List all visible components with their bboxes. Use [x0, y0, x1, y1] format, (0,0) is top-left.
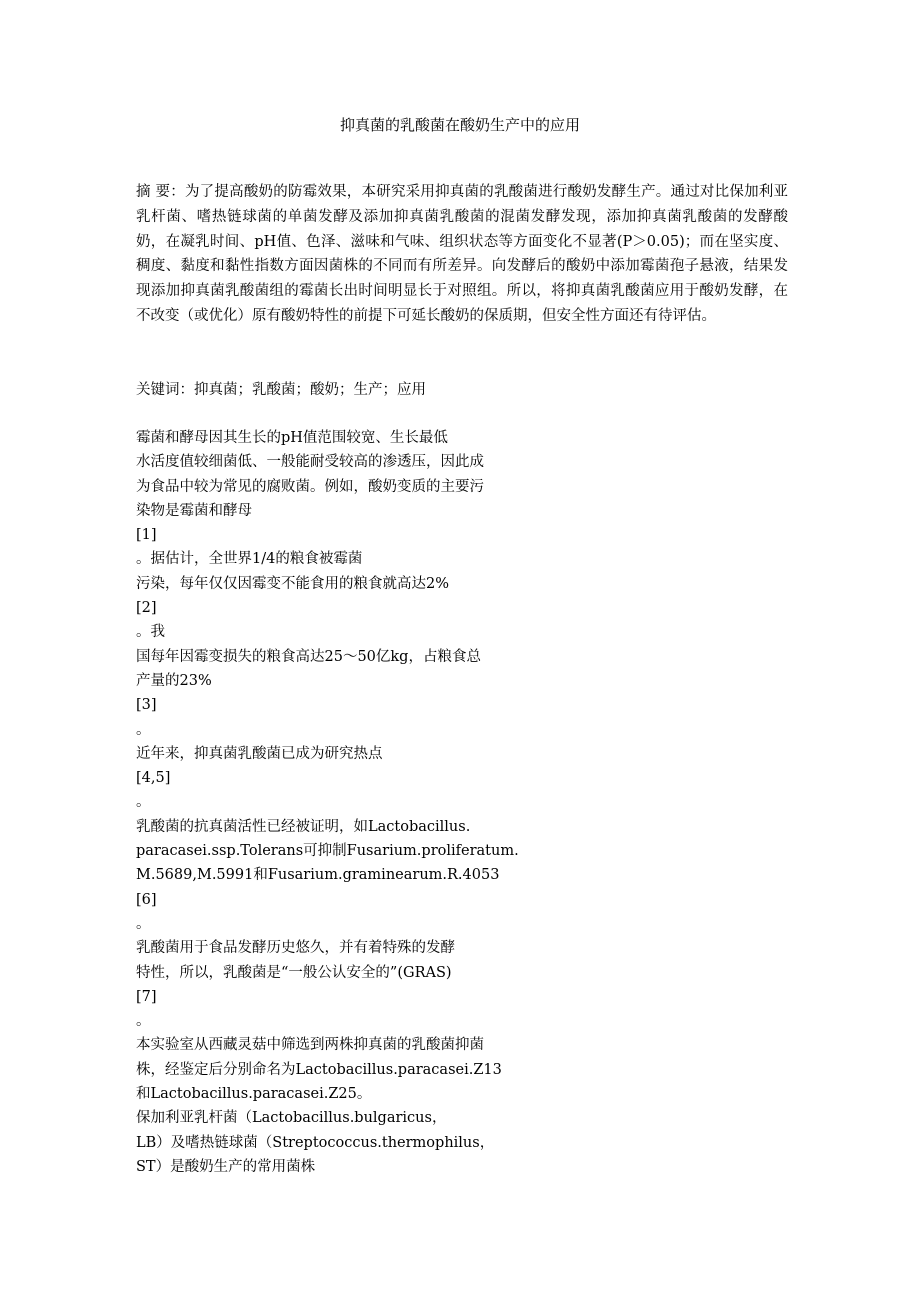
body-text	[136, 426, 696, 1179]
body-line: 本实验室从西藏灵菇中筛选到两株抑真菌的乳酸菌抑菌	[136, 1037, 484, 1054]
citation-line: [3]	[136, 697, 157, 714]
body-line: 污染，每年仅仅因霉变不能食用的粮食就高达2%	[136, 575, 450, 592]
body-line: 。	[136, 794, 151, 811]
body-line: 和Lactobacillus.paracasei.Z25。	[136, 1086, 372, 1103]
body-line: 株，经鉴定后分别命名为Lactobacillus.paracasei.Z13	[136, 1061, 502, 1078]
body-line: 为食品中较为常见的腐败菌。例如，酸奶变质的主要污	[136, 478, 484, 495]
keywords-line: 关键词：抑真菌；乳酸菌；酸奶；生产；应用	[136, 382, 426, 398]
body-line: 。	[136, 915, 151, 932]
body-line: 霉菌和酵母因其生长的pH值范围较宽、生长最低	[136, 430, 448, 446]
abstract-paragraph	[136, 180, 788, 329]
body-line: 染物是霉菌和酵母	[136, 502, 252, 519]
abstract-text: 摘 要：为了提高酸奶的防霉效果，本研究采用抑真菌的乳酸菌进行酸奶发酵生产。通过对比保加利亚乳杆菌、嗜热链球菌的单菌发酵及添加抑真菌乳酸菌的混菌发酵发现，添加抑真菌乳酸菌的发酵酸奶，在凝乳时间、pH值、色泽、滋味和气味、组织状态等方面变化不显著(P＞0.05)；而在坚实度、稠度、黏度和黏性指数方面因菌株的不同而有所差异。向发酵后的酸奶中添加霉菌孢子悬液，结果发现添加抑真菌乳酸菌组的霉菌长出时间明显长于对照组。所以，将抑真菌乳酸菌应用于酸奶发酵，在不改变（或优化）原有酸奶特性的前提下可延长酸奶的保质期，但安全性方面还有待评估。	[136, 184, 788, 324]
body-line: 产量的23%	[136, 672, 212, 689]
citation-line: [6]	[136, 891, 157, 908]
body-line: 乳酸菌的抗真菌活性已经被证明，如Lactobacillus.	[136, 818, 471, 835]
body-line: 。	[136, 721, 151, 738]
body-line: paracasei.ssp.Tolerans可抑制Fusarium.proliferatum.	[136, 843, 519, 860]
body-line: M.5689,M.5991和Fusarium.graminearum.R.4053	[136, 867, 500, 884]
citation-line: [7]	[136, 988, 157, 1005]
body-line: 特性，所以，乳酸菌是“一般公认安全的”(GRAS)	[136, 964, 452, 981]
body-line: ST）是酸奶生产的常用菌株	[136, 1158, 316, 1175]
body-line: 。据估计，全世界1/4的粮食被霉菌	[136, 551, 363, 568]
body-line: 乳酸菌用于食品发酵历史悠久，并有着特殊的发酵	[136, 940, 455, 957]
citation-line: [2]	[136, 600, 157, 617]
citation-line: [1]	[136, 527, 157, 544]
body-line: 保加利亚乳杆菌（Lactobacillus.bulgaricus，	[136, 1110, 447, 1127]
citation-line: [4,5]	[136, 770, 171, 787]
body-line: 。	[136, 1013, 151, 1030]
body-line: LB）及嗜热链球菌（Streptococcus.thermophilus，	[136, 1134, 495, 1151]
body-line: 近年来，抑真菌乳酸菌已成为研究热点	[136, 745, 383, 762]
document-title: 抑真菌的乳酸菌在酸奶生产中的应用	[339, 116, 580, 134]
body-line: 国每年因霉变损失的粮食高达25～50亿kg，占粮食总	[136, 648, 481, 665]
body-line: 水活度值较细菌低、一般能耐受较高的渗透压，因此成	[136, 454, 484, 471]
body-line: 。我	[136, 624, 165, 641]
